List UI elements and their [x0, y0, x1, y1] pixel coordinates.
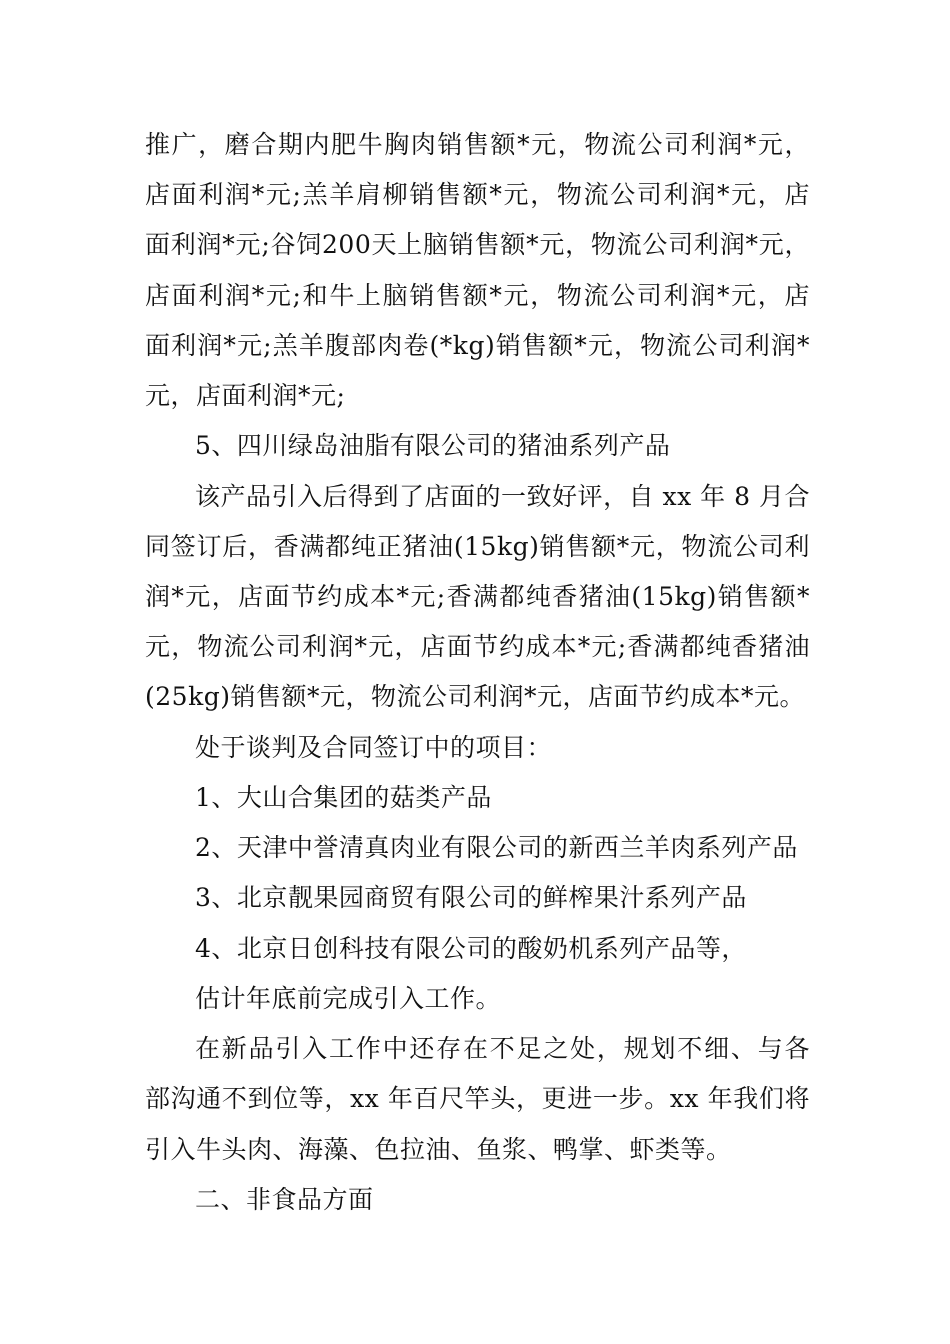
paragraph-line: (25kg)销售额*元，物流公司利润*元，店面节约成本*元。 — [145, 682, 805, 711]
list-item-heading: 5、四川绿岛油脂有限公司的猪油系列产品 — [195, 431, 671, 460]
paragraph-line: 元，物流公司利润*元，店面节约成本*元;香满都纯香猪油 — [145, 632, 810, 661]
paragraph-line: 引入牛头肉、海藻、色拉油、鱼浆、鸭掌、虾类等。 — [145, 1135, 732, 1164]
paragraph-line: 面利润*元;谷饲200天上脑销售额*元，物流公司利润*元， — [145, 230, 810, 259]
paragraph-line: 同签订后，香满都纯正猪油(15kg)销售额*元，物流公司利 — [145, 532, 810, 561]
list-item: 1、大山合集团的菇类产品 — [195, 783, 492, 812]
section-heading: 二、非食品方面 — [195, 1185, 374, 1214]
paragraph-line: 店面利润*元;和牛上脑销售额*元，物流公司利润*元，店 — [145, 281, 810, 310]
list-item: 3、北京靓果园商贸有限公司的鲜榨果汁系列产品 — [195, 883, 747, 912]
paragraph-line: 润*元，店面节约成本*元;香满都纯香猪油(15kg)销售额* — [145, 582, 810, 611]
paragraph-line: 部沟通不到位等，xx 年百尺竿头，更进一步。xx 年我们将 — [145, 1084, 810, 1113]
paragraph-line: 店面利润*元;羔羊肩柳销售额*元，物流公司利润*元，店 — [145, 180, 810, 209]
list-item: 4、北京日创科技有限公司的酸奶机系列产品等， — [195, 934, 747, 963]
paragraph-line: 元，店面利润*元; — [145, 381, 346, 410]
paragraph-line: 估计年底前完成引入工作。 — [195, 984, 502, 1013]
paragraph-line: 面利润*元;羔羊腹部肉卷(*kg)销售额*元，物流公司利润* — [145, 331, 810, 360]
list-item: 2、天津中誉清真肉业有限公司的新西兰羊肉系列产品 — [195, 833, 798, 862]
paragraph-line: 在新品引入工作中还存在不足之处，规划不细、与各 — [195, 1034, 810, 1063]
section-heading: 处于谈判及合同签订中的项目： — [195, 733, 553, 762]
paragraph-line: 该产品引入后得到了店面的一致好评，自 xx 年 8 月合 — [195, 482, 810, 511]
paragraph-line: 推广，磨合期内肥牛胸肉销售额*元，物流公司利润*元， — [145, 130, 810, 159]
